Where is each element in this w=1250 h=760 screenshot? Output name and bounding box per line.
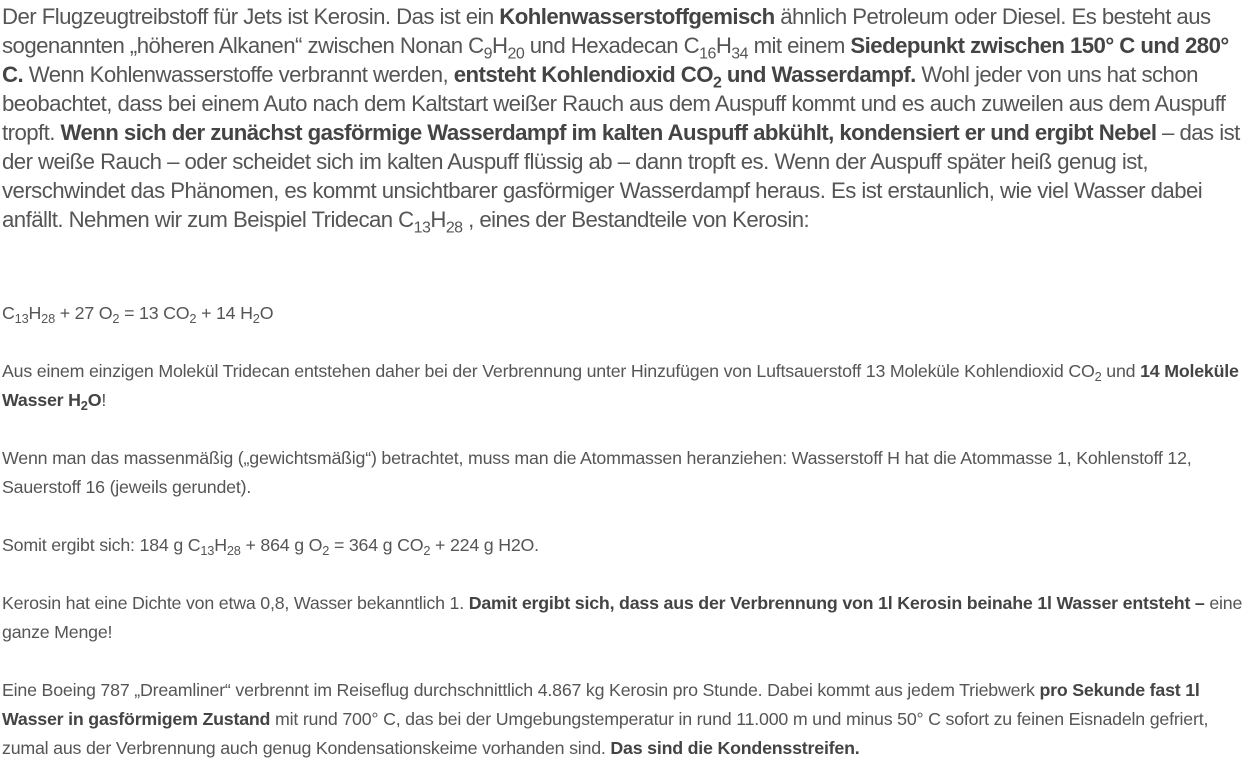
subscript: 20 <box>507 45 525 63</box>
mass-equation-paragraph <box>2 531 1248 560</box>
subscript: 2 <box>252 311 260 327</box>
text: Wenn Kohlenwasserstoffe verbrannt werden, <box>23 62 454 87</box>
subscript: 2 <box>80 398 88 414</box>
subscript: 28 <box>445 219 463 237</box>
emphasis: Siedepunkt zwischen 150° C und 280° C. <box>2 33 1229 87</box>
text: + 224 g H2O. <box>430 535 539 555</box>
text: , eines der Bestandteile von Kerosin: <box>462 207 810 232</box>
text: Eine Boeing 787 „Dreamliner“ verbrennt im Reiseflug durchschnittlich 4.867 kg Kerosin pro Stunde. Dabei kommt aus jedem Triebwerk <box>2 680 1040 700</box>
emphasis <box>453 62 916 92</box>
subscript: 34 <box>731 45 748 63</box>
subscript: 28 <box>41 311 55 327</box>
text: O <box>87 390 102 410</box>
subscript: 9 <box>483 45 492 63</box>
text: H <box>430 207 446 232</box>
text: H <box>214 535 227 555</box>
text: + 27 O <box>55 303 113 323</box>
text: Der Flugzeugtreibstoff für Jets ist Kerosin. Das ist ein <box>2 4 500 29</box>
subscript: 13 <box>200 543 215 559</box>
text: und Hexadecan C <box>524 33 700 58</box>
subscript: 2 <box>712 74 722 92</box>
text: mit einem <box>747 33 851 58</box>
atomic-mass-paragraph: Wenn man das massenmäßig („gewichtsmäßig“) betrachtet, muss man die Atommassen heranziehen: Wasserstoff H hat die Atommasse 1, Kohlenstoff 12, Sauerstoff 16 (jeweils gerundet). <box>2 448 1192 497</box>
subscript: 13 <box>14 311 29 327</box>
contrail-paragraph <box>2 676 1248 760</box>
text: + 864 g O <box>240 535 323 555</box>
text: und <box>1101 361 1141 381</box>
text: entsteht Kohlendioxid CO <box>453 62 713 87</box>
text: Somit ergibt sich: 184 g C <box>2 535 201 555</box>
text: H <box>492 33 508 58</box>
subscript: 2 <box>322 543 330 559</box>
text: + 14 H <box>196 303 253 323</box>
text: – das ist der weiße Rauch – oder scheidet sich im kalten Auspuff flüssig ab – dann tropft es. Wenn der Auspuff später heiß genug ist, verschwindet das Phänomen, es kommt unsichtbarer gasförmiger Wasserdampf heraus. Es ist erstaunlich, wie viel Wasser dabei anfällt. Nehmen wir zum Beispiel Tridecan C <box>2 120 1240 232</box>
molecule-paragraph <box>2 357 1248 415</box>
text: O <box>259 303 274 323</box>
subscript: 13 <box>413 219 431 237</box>
emphasis: Kohlenwasserstoffgemisch <box>499 4 775 29</box>
emphasis: Damit ergibt sich, dass aus der Verbrennung von 1l Kerosin beinahe 1l Wasser entsteht – <box>468 593 1205 613</box>
text: mit rund 700° C, das bei der Umgebungstemperatur in rund 11.000 m und minus 50° C sofort zu feinen Eisnadeln gefriert, zumal aus der Verbrennung auch genug Kondensationskeime vorhanden sind. <box>2 709 1209 758</box>
text: ähnlich Petroleum oder Diesel. Es besteht aus sogenannten „höheren Alkanen“ zwischen Nonan C <box>2 4 1211 58</box>
emphasis: pro Sekunde fast 1l Wasser in gasförmigem Zustand <box>2 680 1200 729</box>
text: H <box>28 303 42 323</box>
text: H <box>715 33 732 58</box>
text: 14 Moleküle Wasser H <box>2 361 1239 410</box>
subscript: 2 <box>189 311 197 327</box>
subscript: 28 <box>226 543 241 559</box>
text: Kerosin hat eine Dichte von etwa 0,8, Wasser bekanntlich 1. <box>2 593 469 613</box>
density-paragraph <box>2 589 1248 647</box>
text: C <box>2 303 15 323</box>
text: ! <box>101 390 107 410</box>
subscript: 2 <box>112 311 120 327</box>
subscript: 2 <box>423 543 431 559</box>
text: = 13 CO <box>119 303 190 323</box>
text: = 364 g CO <box>329 535 424 555</box>
combustion-equation <box>2 299 1248 328</box>
subscript: 16 <box>699 45 716 63</box>
text: Wohl jeder von uns hat schon beobachtet, dass bei einem Auto nach dem Kaltstart weißer Rauch aus dem Auspuff kommt und es auch zuweilen aus dem Auspuff tropft. <box>2 62 1226 145</box>
emphasis: Wenn sich der zunächst gasförmige Wasserdampf im kalten Auspuff abkühlt, kondensiert er und ergibt Nebel <box>60 120 1157 145</box>
text: Aus einem einzigen Molekül Tridecan entstehen daher bei der Verbrennung unter Hinzufügen von Luftsauerstoff 13 Moleküle Kohlendioxid CO <box>2 361 1095 381</box>
subscript: 2 <box>1094 369 1102 385</box>
intro-paragraph <box>2 2 1248 237</box>
text: und Wasserdampf. <box>721 62 916 87</box>
text: eine ganze Menge! <box>2 593 1243 642</box>
emphasis: Das sind die Kondensstreifen. <box>610 738 860 758</box>
